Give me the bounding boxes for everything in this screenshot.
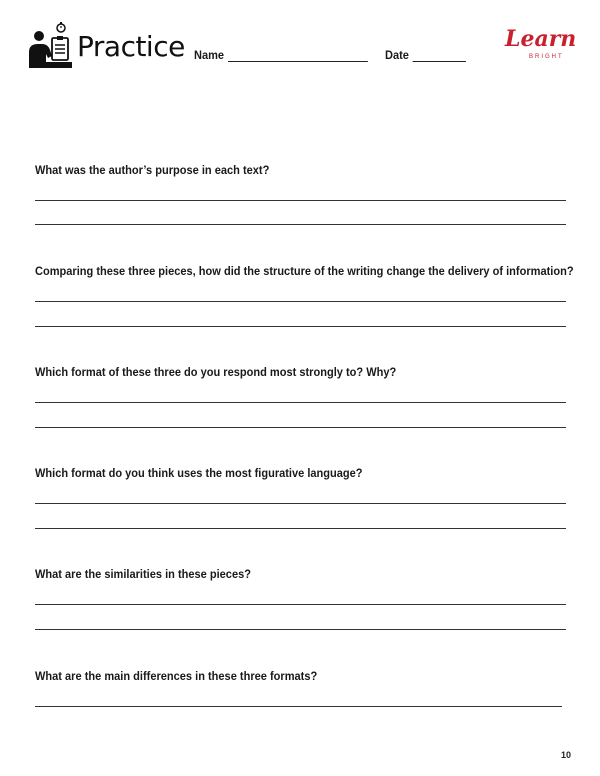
brand-logo-main: Learn (505, 26, 577, 52)
question-block (35, 567, 570, 581)
question-block (35, 163, 570, 177)
question-text: What are the main differences in these three formats? (35, 669, 318, 683)
question-text: Which format of these three do you respond most strongly to? Why? (35, 365, 397, 379)
question-block (35, 466, 570, 480)
page-number: 10 (561, 750, 572, 760)
answer-line[interactable] (35, 528, 566, 529)
answer-line[interactable] (35, 706, 562, 707)
answer-line[interactable] (35, 200, 566, 201)
answer-line[interactable] (35, 326, 566, 327)
date-label: Date (385, 48, 409, 62)
date-field[interactable] (385, 48, 466, 62)
answer-line[interactable] (35, 604, 566, 605)
question-block (35, 669, 570, 683)
name-label: Name (194, 48, 225, 62)
answer-line[interactable] (35, 301, 566, 302)
brand-logo-sub: BRIGHT (529, 54, 564, 60)
answer-line[interactable] (35, 402, 566, 403)
question-text: Comparing these three pieces, how did the structure of the writing change the delivery of information? (35, 264, 574, 278)
teacher-clipboard-icon (28, 22, 72, 70)
answer-line[interactable] (35, 224, 566, 225)
answer-line[interactable] (35, 503, 566, 504)
answer-line[interactable] (35, 427, 566, 428)
page-header (0, 0, 600, 80)
question-block (35, 264, 574, 278)
question-text: What are the similarities in these pieces? (35, 567, 251, 581)
name-input-line[interactable] (228, 49, 368, 62)
page-title: Practice (77, 30, 185, 63)
name-field[interactable] (194, 48, 368, 62)
question-text: What was the author’s purpose in each text? (35, 163, 270, 177)
answer-line[interactable] (35, 629, 566, 630)
brand-logo (505, 26, 585, 66)
question-block (35, 365, 570, 379)
date-input-line[interactable] (413, 49, 466, 62)
question-text: Which format do you think uses the most figurative language? (35, 466, 363, 480)
